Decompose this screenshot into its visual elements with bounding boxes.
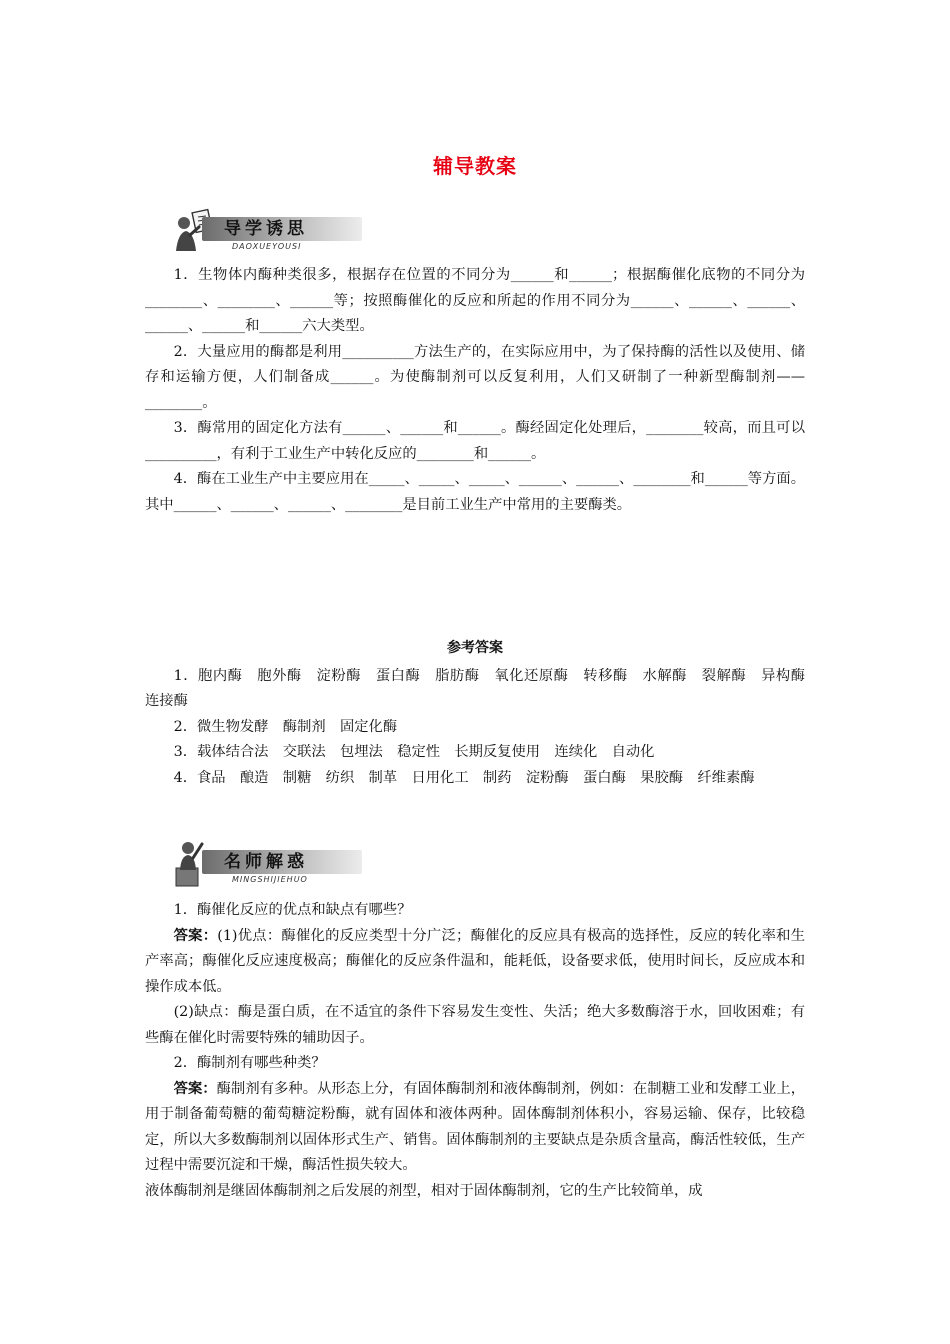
qa-answer-1-disadvantages: (2)缺点：酶是蛋白质，在不适宜的条件下容易发生变性、失活；绝大多数酶溶于水，回收困难；有些酶在催化时需要特殊的辅助因子。 xyxy=(145,1004,805,1046)
banner-subtitle: MINGSHIJIEHUO xyxy=(232,875,308,884)
section-questions xyxy=(145,263,805,518)
answer-4: 4．食品 酿造 制糖 纺织 制革 日用化工 制药 淀粉酶 蛋白酶 果胶酶 纤维素酶 xyxy=(173,769,755,786)
answer-label: 答案： xyxy=(173,927,218,944)
answer-label: 答案： xyxy=(173,1080,217,1097)
qa-section xyxy=(145,898,805,1204)
answer-1: 1．胞内酶 胞外酶 淀粉酶 蛋白酶 脂肪酶 氧化还原酶 转移酶 水解酶 裂解酶 异构酶 连接酶 xyxy=(145,667,820,709)
qa-answer-1-advantages: 答案：(1)优点：酶催化的反应类型十分广泛；酶催化的反应具有极高的选择性，反应的转化率和生产率高；酶催化反应速度极高；酶催化的反应条件温和，能耗低，设备要求低，使用时间长，反应成本和操作成本低。 xyxy=(145,927,805,995)
banner-title: 导学诱思 xyxy=(224,219,308,239)
question-1: 1．生物体内酶种类很多，根据存在位置的不同分为______和______；根据酶催化底物的不同分为________、________、______等；按照酶催化的反应和所起的作用不同分为______、______、______、______、______和______六大类型。 xyxy=(145,267,805,334)
section-banner-daoxue xyxy=(172,205,372,257)
qa-answer-2-continued: 液体酶制剂是继固体酶制剂之后发展的剂型，相对于固体酶制剂，它的生产比较简单，成 xyxy=(145,1182,703,1199)
answers-section xyxy=(145,636,820,791)
answer-2: 2．微生物发酵 酶制剂 固定化酶 xyxy=(173,718,398,735)
answer-3: 3．载体结合法 交联法 包埋法 稳定性 长期反复使用 连续化 自动化 xyxy=(173,744,655,760)
qa-question-1: 1．酶催化反应的优点和缺点有哪些？ xyxy=(173,902,412,918)
document-title: 辅导教案 xyxy=(433,154,517,178)
qa-answer-2: 答案：酶制剂有多种。从形态上分，有固体酶制剂和液体酶制剂，例如：在制糖工业和发酵工业上，用于制备葡萄糖的葡萄糖淀粉酶，就有固体和液体两种。固体酶制剂体积小，容易运输、保存，比较稳定，所以大多数酶制剂以固体形式生产、销售。固体酶制剂的主要缺点是杂质含量高，酶活性较低，生产过程中需要沉淀和干燥，酶活性损失较大。 xyxy=(145,1080,806,1173)
section-banner-mingshi xyxy=(172,838,372,890)
qa-question-2: 2．酶制剂有哪些种类？ xyxy=(173,1055,326,1071)
question-4: 4．酶在工业生产中主要应用在_____、_____、_____、______、______、________和______等方面。其中______、______、______、________是目前工业生产中常用的主要酶类。 xyxy=(145,471,805,513)
banner-title: 名师解惑 xyxy=(224,852,308,872)
banner-subtitle: DAOXUEYOUSI xyxy=(232,242,302,251)
question-2: 2．大量应用的酶都是利用__________方法生产的，在实际应用中，为了保持酶的活性以及使用、储存和运输方便，人们制备成______。为使酶制剂可以反复利用，人们又研制了一种新型酶制剂——________。 xyxy=(145,343,805,411)
question-3: 3．酶常用的固定化方法有______、______和______。酶经固定化处理后，________较高，而且可以__________，有利于工业生产中转化反应的________和______。 xyxy=(145,420,805,462)
answers-heading: 参考答案 xyxy=(447,640,503,656)
